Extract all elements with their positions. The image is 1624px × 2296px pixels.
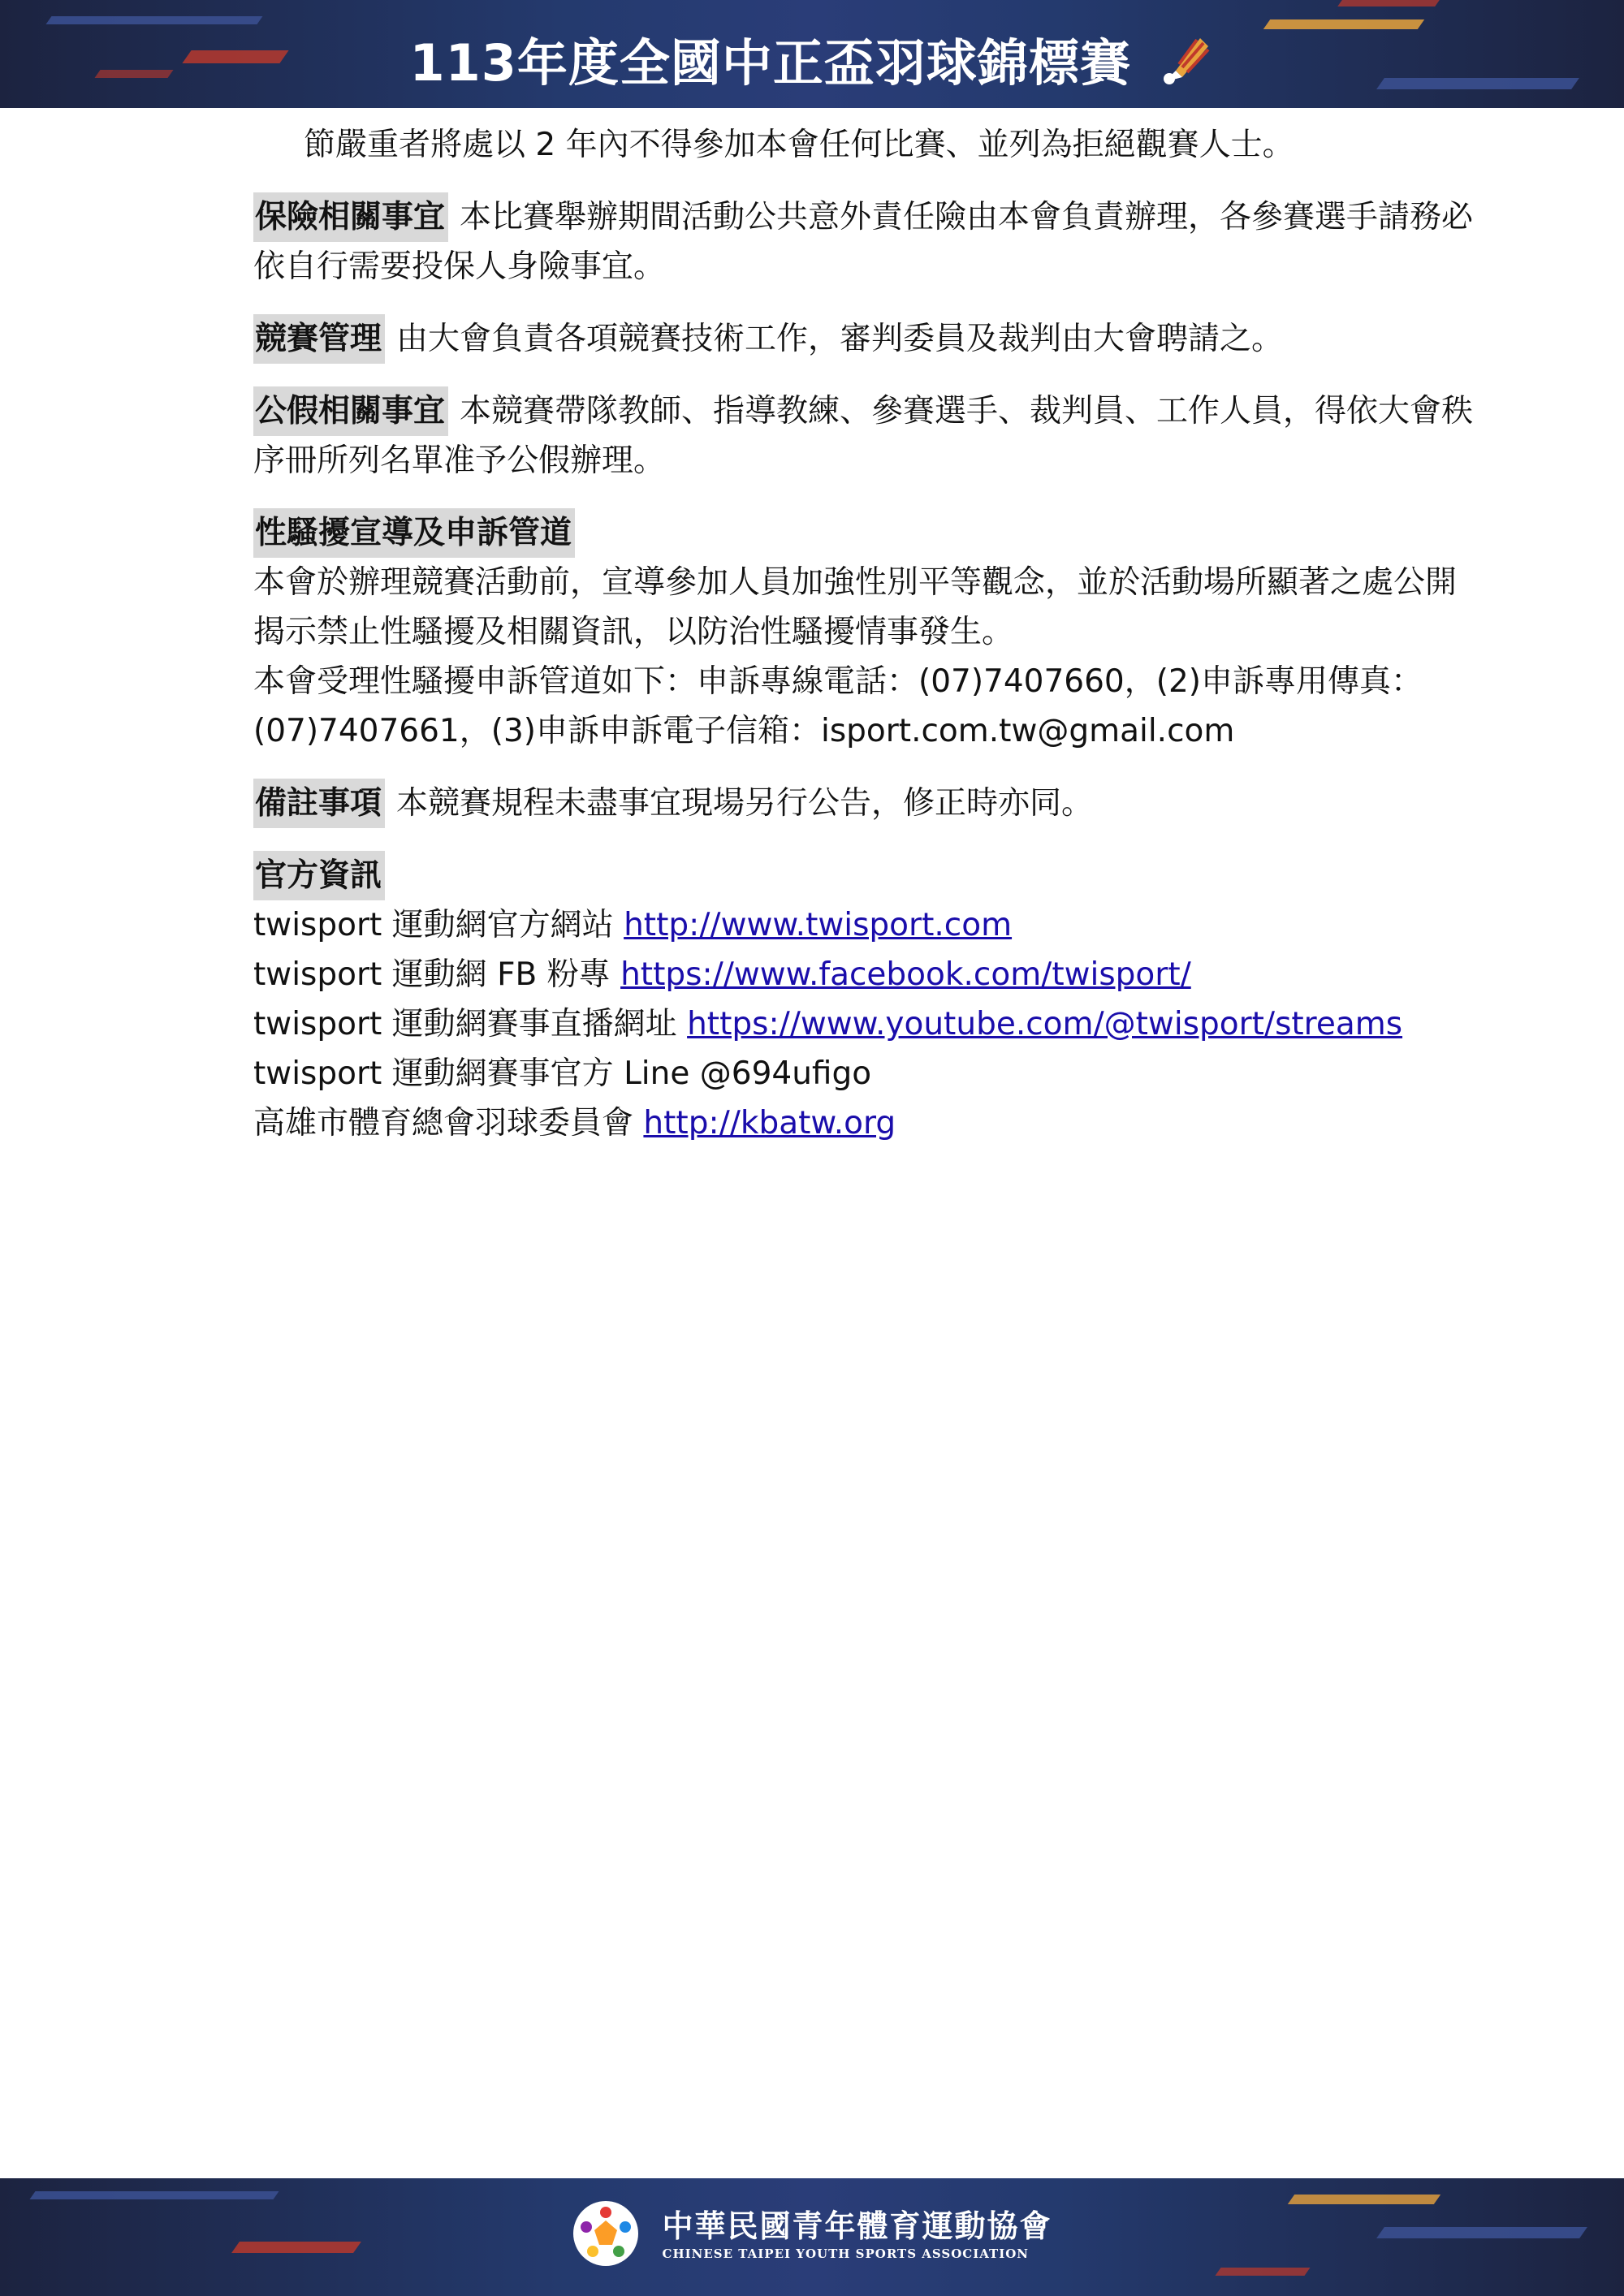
official-item-text: twisport 運動網賽事直播網址	[253, 1006, 688, 1042]
association-logo-icon	[572, 2199, 640, 2271]
section-text: 本競賽帶隊教師、指導教練、參賽選手、裁判員、工作人員，得依大會秩序冊所列名單准予公假辦理。	[253, 393, 1474, 479]
header-banner	[0, 0, 1624, 108]
official-item-text: twisport 運動網賽事官方 Line @694ufigo	[253, 1055, 872, 1092]
official-item	[253, 1049, 1484, 1098]
official-link[interactable]: http://kbatw.org	[643, 1105, 896, 1142]
org-name	[663, 2208, 1052, 2263]
section-text: 本比賽舉辦期間活動公共意外責任險由本會負責辦理，各參賽選手請務必依自行需要投保人身險事宜。	[253, 199, 1474, 285]
official-item	[253, 999, 1484, 1049]
org-name-zh: 中華民國青年體育運動協會	[662, 2208, 1052, 2244]
section-notes	[253, 779, 1484, 828]
official-item-text: twisport 運動網 FB 粉專	[253, 956, 621, 993]
section-label: 官方資訊	[253, 851, 385, 900]
official-link[interactable]: https://www.facebook.com/twisport/	[620, 956, 1191, 993]
section-text: 本競賽規程未盡事宜現場另行公告，修正時亦同。	[396, 785, 1094, 822]
section-label: 公假相關事宜	[253, 386, 448, 436]
section-label: 性騷擾宣導及申訴管道	[253, 508, 575, 558]
official-item-text: 高雄市體育總會羽球委員會	[253, 1105, 644, 1142]
shuttlecock-icon	[1158, 32, 1215, 101]
section-competition	[253, 314, 1484, 364]
footer-banner	[0, 2178, 1624, 2296]
section-leave	[253, 386, 1484, 486]
footer-org	[0, 2199, 1624, 2271]
official-item	[253, 900, 1484, 950]
section-label: 競賽管理	[253, 314, 385, 364]
decor-stripe	[29, 2191, 279, 2199]
section-label: 保險相關事宜	[253, 192, 448, 242]
official-item-text: twisport 運動網官方網站	[253, 907, 624, 943]
intro-line: 節嚴重者將處以 2 年內不得參加本會任何比賽、並列為拒絕觀賽人士。	[304, 127, 1294, 163]
decor-stripe	[1337, 0, 1440, 6]
org-name-en: CHINESE TAIPEI YOUTH SPORTS ASSOCIATION	[662, 2246, 1030, 2261]
section-label: 備註事項	[253, 779, 385, 828]
section-text: 本會於辦理競賽活動前，宣導參加人員加強性別平等觀念，並於活動場所顯著之處公開揭示禁止性騷擾及相關資訊，以防治性騷擾情事發生。	[253, 564, 1458, 650]
section-insurance	[253, 192, 1484, 291]
section-official	[253, 851, 1484, 1148]
official-item	[253, 1098, 1484, 1148]
document-body	[253, 114, 1484, 1148]
official-link[interactable]: http://www.twisport.com	[624, 907, 1013, 943]
official-link[interactable]: https://www.youtube.com/@twisport/streams	[687, 1006, 1403, 1042]
page-title-text: 113年度全國中正盃羽球錦標賽	[409, 33, 1131, 93]
official-item	[253, 950, 1484, 999]
section-harassment	[253, 508, 1484, 756]
section-text: 由大會負責各項競賽技術工作，審判委員及裁判由大會聘請之。	[396, 321, 1284, 357]
section-text: 本會受理性騷擾申訴管道如下：申訴專線電話：(07)7407660，(2)申訴專用傳真：(07)7407661，(3)申訴申訴電子信箱：isport.com.tw@gmail.com	[253, 663, 1423, 749]
page-title	[0, 23, 1624, 101]
